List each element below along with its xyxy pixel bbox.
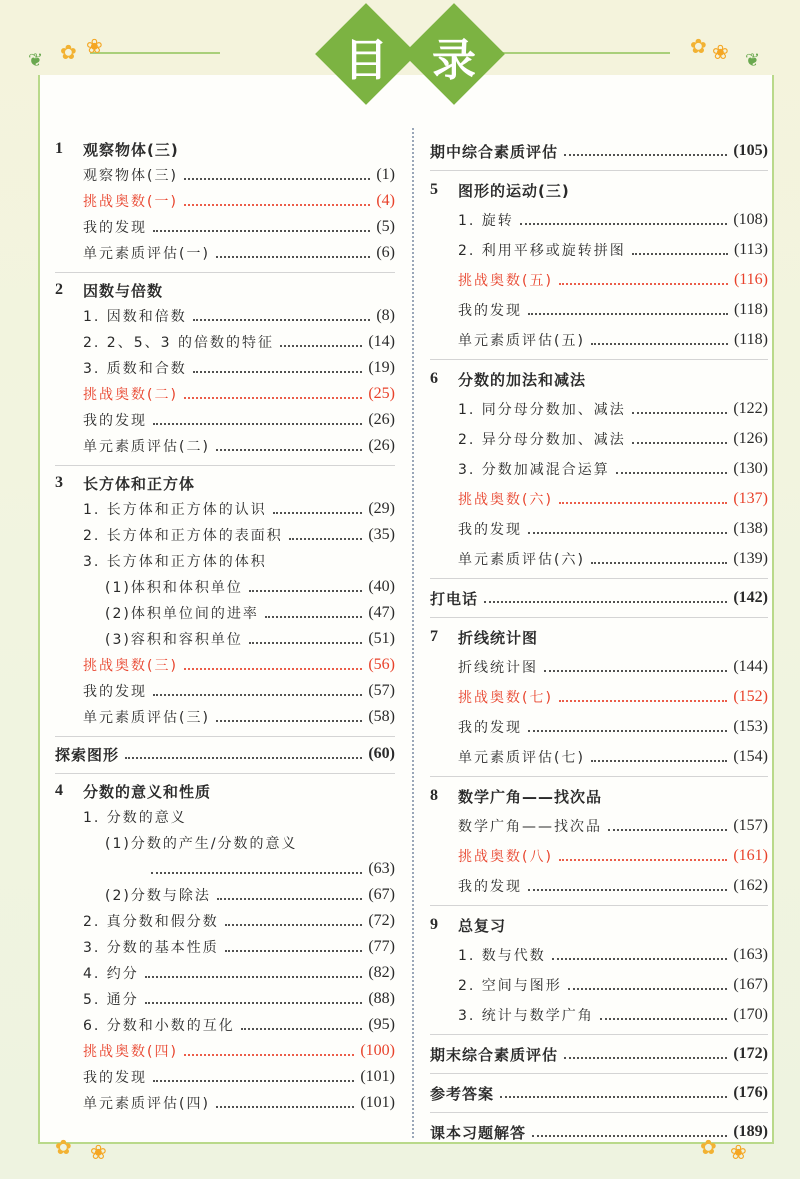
entry-label: 单元素质评估(一) xyxy=(83,246,210,262)
dot-leader xyxy=(591,752,727,762)
chapter-number: 8 xyxy=(430,787,439,804)
dot-leader xyxy=(616,464,728,474)
toc-entry[interactable] xyxy=(55,522,395,548)
toc-entry[interactable] xyxy=(55,1064,395,1090)
dot-leader xyxy=(193,363,363,373)
toc-section xyxy=(430,905,768,1034)
page-number: (105) xyxy=(733,142,768,159)
dot-leader xyxy=(184,1046,354,1056)
entry-label: 挑战奥数(六) xyxy=(458,492,553,508)
page-number: (172) xyxy=(733,1045,768,1062)
page-number: (113) xyxy=(733,241,768,258)
toc-section xyxy=(430,170,768,359)
entry-label: 3. 质数和合数 xyxy=(83,361,187,377)
page-number: (118) xyxy=(733,301,768,318)
dot-leader xyxy=(265,608,363,618)
chapter-number: 6 xyxy=(430,370,439,387)
entry-label: (2)分数与除法 xyxy=(105,888,211,904)
page-number: (152) xyxy=(733,688,768,705)
entry-label: 3. 长方体和正方体的体积 xyxy=(83,554,267,570)
entry-label: (1)分数的产生/分数的意义 xyxy=(105,836,298,852)
page-number: (100) xyxy=(360,1042,395,1059)
toc-entry[interactable] xyxy=(430,811,768,841)
toc-entry[interactable] xyxy=(430,295,768,325)
page-number: (101) xyxy=(360,1068,395,1085)
entry-label: 3. 分数加减混合运算 xyxy=(458,462,610,478)
page-number: (170) xyxy=(733,1006,768,1023)
flower-ornament-icon: ❀ xyxy=(90,1140,107,1164)
toc-chapter-heading[interactable] xyxy=(430,364,768,394)
page-number: (77) xyxy=(368,938,395,955)
toc-chapter-heading[interactable] xyxy=(55,136,395,162)
dot-leader xyxy=(216,441,362,451)
page-number: (122) xyxy=(733,400,768,417)
entry-label: 3. 统计与数学广角 xyxy=(458,1008,594,1024)
toc-chapter-heading[interactable] xyxy=(430,1117,768,1147)
dot-leader xyxy=(608,821,727,831)
dot-leader xyxy=(216,712,362,722)
toc-chapter-heading[interactable] xyxy=(55,778,395,804)
toc-entry[interactable] xyxy=(430,454,768,484)
page-number: (51) xyxy=(368,630,395,647)
entry-label: 6. 分数和小数的互化 xyxy=(83,1018,235,1034)
toc-entry[interactable] xyxy=(55,1012,395,1038)
toc-entry[interactable] xyxy=(430,1000,768,1030)
entry-label: 2. 2、5、3 的倍数的特征 xyxy=(83,335,274,351)
dot-leader xyxy=(216,248,370,258)
toc-entry[interactable] xyxy=(430,235,768,265)
page-number: (137) xyxy=(733,490,768,507)
toc-entry[interactable] xyxy=(55,496,395,522)
toc-section xyxy=(55,773,395,1122)
toc-entry-challenge[interactable] xyxy=(55,652,395,678)
toc-entry[interactable] xyxy=(430,514,768,544)
toc-entry[interactable] xyxy=(430,871,768,901)
dot-leader xyxy=(184,389,362,399)
toc-entry[interactable] xyxy=(55,908,395,934)
title-char: 目 xyxy=(344,35,388,86)
chapter-number: 2 xyxy=(55,281,64,298)
toc-chapter-heading[interactable] xyxy=(430,583,768,613)
page-number: (167) xyxy=(733,976,768,993)
flower-ornament-icon: ✿ xyxy=(55,1135,72,1159)
dot-leader xyxy=(184,170,370,180)
entry-label: 2. 空间与图形 xyxy=(458,978,562,994)
entry-label: 挑战奥数(八) xyxy=(458,849,553,865)
entry-label: 2. 利用平移或旋转拼图 xyxy=(458,243,626,259)
chapter-title: 观察物体(三) xyxy=(83,140,179,159)
dot-leader xyxy=(153,1072,354,1082)
toc-section xyxy=(430,578,768,617)
entry-label: 我的发现 xyxy=(83,220,147,236)
entry-label: (2)体积单位间的进率 xyxy=(105,606,259,622)
toc-entry[interactable] xyxy=(55,214,395,240)
chapter-title: 数学广角——找次品 xyxy=(458,787,603,806)
entry-label: 单元素质评估(六) xyxy=(458,552,585,568)
toc-chapter-heading[interactable] xyxy=(55,470,395,496)
toc-entry[interactable] xyxy=(430,652,768,682)
dot-leader xyxy=(528,722,727,732)
page-number: (35) xyxy=(368,526,395,543)
dot-leader xyxy=(273,504,363,514)
toc-entry-challenge[interactable] xyxy=(430,265,768,295)
toc-entry-challenge[interactable] xyxy=(55,381,395,407)
toc-section xyxy=(430,1112,768,1151)
dot-leader xyxy=(559,494,727,504)
dot-leader xyxy=(249,634,363,644)
toc-entry[interactable] xyxy=(430,205,768,235)
dot-leader xyxy=(151,864,362,874)
page-number: (63) xyxy=(368,860,395,877)
toc-chapter-heading[interactable] xyxy=(430,175,768,205)
entry-label: 挑战奥数(三) xyxy=(83,658,178,674)
toc-section xyxy=(430,617,768,776)
dot-leader xyxy=(520,215,728,225)
page-number: (189) xyxy=(733,1123,768,1140)
dot-leader xyxy=(532,1127,727,1137)
page-number: (82) xyxy=(368,964,395,981)
page-number: (1) xyxy=(376,166,395,183)
entry-label: 1. 数与代数 xyxy=(458,948,546,964)
page-number: (157) xyxy=(733,817,768,834)
toc-entry[interactable] xyxy=(55,355,395,381)
entry-label: 1. 分数的意义 xyxy=(83,810,187,826)
flower-ornament-icon: ❀ xyxy=(730,1140,747,1164)
page-number: (139) xyxy=(733,550,768,567)
dot-leader xyxy=(184,660,362,670)
page-number: (176) xyxy=(733,1084,768,1101)
dot-leader xyxy=(153,415,362,425)
page-number: (5) xyxy=(376,218,395,235)
dot-leader xyxy=(564,1049,727,1059)
flower-ornament-icon: ❀ xyxy=(86,34,103,58)
toc-entry[interactable] xyxy=(430,712,768,742)
page-number: (130) xyxy=(733,460,768,477)
entry-label: 单元素质评估(二) xyxy=(83,439,210,455)
page-number: (95) xyxy=(368,1016,395,1033)
toc-chapter-heading[interactable] xyxy=(55,741,395,767)
chapter-title: 课本习题解答 xyxy=(430,1123,527,1142)
toc-entry-challenge[interactable] xyxy=(55,1038,395,1064)
entry-label: 4. 约分 xyxy=(83,966,139,982)
toc-entry[interactable] xyxy=(430,742,768,772)
toc-entry-challenge[interactable] xyxy=(55,188,395,214)
entry-label: 我的发现 xyxy=(458,303,522,319)
page-number: (47) xyxy=(368,604,395,621)
chapter-title: 图形的运动(三) xyxy=(458,181,570,200)
entry-label: 观察物体(三) xyxy=(83,168,178,184)
toc-section xyxy=(430,1073,768,1112)
toc-right-column xyxy=(430,132,768,1151)
dot-leader xyxy=(225,916,363,926)
page-number: (4) xyxy=(376,192,395,209)
dot-leader xyxy=(564,146,727,156)
toc-entry[interactable] xyxy=(430,970,768,1000)
chapter-title: 打电话 xyxy=(430,589,479,608)
dot-leader xyxy=(184,196,370,206)
dot-leader xyxy=(559,851,727,861)
entry-label: 单元素质评估(四) xyxy=(83,1096,210,1112)
page-number: (72) xyxy=(368,912,395,929)
flower-ornament-icon: ✿ xyxy=(690,34,707,58)
dot-leader xyxy=(125,749,362,759)
page-number: (126) xyxy=(733,430,768,447)
toc-section xyxy=(55,132,395,272)
page-number: (26) xyxy=(368,437,395,454)
dot-leader xyxy=(145,994,363,1004)
page-number: (161) xyxy=(733,847,768,864)
dot-leader xyxy=(632,434,728,444)
toc-chapter-heading[interactable] xyxy=(430,781,768,811)
toc-chapter-heading[interactable] xyxy=(430,136,768,166)
dot-leader xyxy=(249,582,363,592)
toc-section xyxy=(430,776,768,905)
flower-ornament-icon: ✿ xyxy=(700,1135,717,1159)
toc-entry[interactable] xyxy=(430,940,768,970)
entry-label: (1)体积和体积单位 xyxy=(105,580,243,596)
toc-entry[interactable] xyxy=(55,433,395,459)
page-number: (40) xyxy=(368,578,395,595)
entry-label: 1. 长方体和正方体的认识 xyxy=(83,502,267,518)
column-divider xyxy=(412,128,414,1138)
entry-label: 我的发现 xyxy=(83,1070,147,1086)
dot-leader xyxy=(632,245,728,255)
entry-label: 1. 因数和倍数 xyxy=(83,309,187,325)
page-number: (154) xyxy=(733,748,768,765)
toc-entry-challenge[interactable] xyxy=(430,682,768,712)
entry-label: 单元素质评估(五) xyxy=(458,333,585,349)
dot-leader xyxy=(217,890,363,900)
entry-label: 挑战奥数(七) xyxy=(458,690,553,706)
toc-section xyxy=(55,736,395,773)
entry-label: 2. 真分数和假分数 xyxy=(83,914,219,930)
dot-leader xyxy=(528,305,728,315)
toc-section xyxy=(430,1034,768,1073)
toc-chapter-heading[interactable] xyxy=(430,1039,768,1069)
dot-leader xyxy=(552,950,728,960)
toc-chapter-heading[interactable] xyxy=(430,1078,768,1108)
vine-ornament-icon: ❦ xyxy=(745,50,761,71)
toc-chapter-heading[interactable] xyxy=(430,622,768,652)
entry-label: 数学广角——找次品 xyxy=(458,819,602,835)
entry-label: 挑战奥数(一) xyxy=(83,194,178,210)
page-number: (88) xyxy=(368,990,395,1007)
dot-leader xyxy=(145,968,363,978)
chapter-title: 参考答案 xyxy=(430,1084,495,1103)
page-number: (118) xyxy=(733,331,768,348)
entry-label: 我的发现 xyxy=(458,720,522,736)
chapter-title: 折线统计图 xyxy=(458,628,539,647)
toc-entry[interactable] xyxy=(55,704,395,730)
page-number: (138) xyxy=(733,520,768,537)
page-number: (153) xyxy=(733,718,768,735)
toc-entry[interactable] xyxy=(430,544,768,574)
page-number: (142) xyxy=(733,589,768,606)
chapter-number: 1 xyxy=(55,140,64,157)
toc-entry[interactable] xyxy=(55,600,395,626)
vine-ornament-icon: ❦ xyxy=(28,50,44,71)
chapter-number: 7 xyxy=(430,628,439,645)
toc-chapter-heading[interactable] xyxy=(430,910,768,940)
chapter-title: 期中综合素质评估 xyxy=(430,142,559,161)
entry-label: 挑战奥数(五) xyxy=(458,273,553,289)
dot-leader xyxy=(500,1088,727,1098)
page-number: (57) xyxy=(368,682,395,699)
chapter-title: 探索图形 xyxy=(55,745,120,764)
title-char: 录 xyxy=(432,35,476,86)
dot-leader xyxy=(600,1010,728,1020)
dot-leader xyxy=(216,1098,354,1108)
dot-leader xyxy=(568,980,728,990)
toc-entry[interactable] xyxy=(55,303,395,329)
toc-entry[interactable] xyxy=(55,329,395,355)
toc-entry[interactable] xyxy=(430,424,768,454)
toc-left-column xyxy=(55,132,395,1122)
page-number: (116) xyxy=(733,271,768,288)
toc-entry-continuation[interactable] xyxy=(55,856,395,882)
entry-label: 挑战奥数(四) xyxy=(83,1044,178,1060)
entry-label: 我的发现 xyxy=(458,522,522,538)
chapter-number: 3 xyxy=(55,474,64,491)
chapter-number: 9 xyxy=(430,916,439,933)
entry-label: 我的发现 xyxy=(458,879,522,895)
dot-leader xyxy=(289,530,363,540)
dot-leader xyxy=(559,275,728,285)
dot-leader xyxy=(153,686,362,696)
toc-entry-challenge[interactable] xyxy=(430,484,768,514)
page-number: (101) xyxy=(360,1094,395,1111)
entry-label: 折线统计图 xyxy=(458,660,538,676)
toc-entry[interactable] xyxy=(55,574,395,600)
page-number: (6) xyxy=(376,244,395,261)
entry-label: 2. 长方体和正方体的表面积 xyxy=(83,528,283,544)
entry-label: 挑战奥数(二) xyxy=(83,387,178,403)
dot-leader xyxy=(591,335,728,345)
toc-entry[interactable] xyxy=(55,407,395,433)
page-number: (8) xyxy=(376,307,395,324)
entry-label: 5. 通分 xyxy=(83,992,139,1008)
dot-leader xyxy=(559,692,727,702)
toc-entry[interactable] xyxy=(430,394,768,424)
flower-ornament-icon: ❀ xyxy=(712,40,729,64)
toc-section xyxy=(430,132,768,170)
page-number: (163) xyxy=(733,946,768,963)
toc-entry[interactable] xyxy=(55,934,395,960)
dot-leader xyxy=(591,554,727,564)
page-number: (144) xyxy=(733,658,768,675)
chapter-title: 分数的加法和减法 xyxy=(458,370,587,389)
toc-entry[interactable] xyxy=(55,240,395,266)
entry-label: 1. 同分母分数加、减法 xyxy=(458,402,626,418)
chapter-title: 分数的意义和性质 xyxy=(83,782,212,801)
page-number: (19) xyxy=(368,359,395,376)
toc-entry[interactable] xyxy=(55,678,395,704)
toc-section xyxy=(430,359,768,578)
chapter-number: 5 xyxy=(430,181,439,198)
toc-section xyxy=(55,465,395,736)
toc-entry[interactable] xyxy=(55,986,395,1012)
chapter-title: 长方体和正方体 xyxy=(83,474,196,493)
page-number: (67) xyxy=(368,886,395,903)
page-number: (29) xyxy=(368,500,395,517)
flower-ornament-icon: ✿ xyxy=(60,40,77,64)
dot-leader xyxy=(484,593,727,603)
dot-leader xyxy=(544,662,727,672)
page-number: (26) xyxy=(368,411,395,428)
page-number: (60) xyxy=(368,745,395,762)
toc-entry[interactable] xyxy=(55,960,395,986)
entry-label: 单元素质评估(三) xyxy=(83,710,210,726)
chapter-title: 因数与倍数 xyxy=(83,281,164,300)
dot-leader xyxy=(241,1020,363,1030)
dot-leader xyxy=(225,942,363,952)
page-number: (25) xyxy=(368,385,395,402)
dot-leader xyxy=(153,222,370,232)
toc-entry-challenge[interactable] xyxy=(430,841,768,871)
toc-entry[interactable] xyxy=(55,162,395,188)
page-number: (56) xyxy=(368,656,395,673)
header-rule-left xyxy=(90,52,220,54)
chapter-title: 期末综合素质评估 xyxy=(430,1045,559,1064)
dot-leader xyxy=(632,404,728,414)
page-number: (162) xyxy=(733,877,768,894)
toc-entry[interactable] xyxy=(55,830,395,856)
toc-entry[interactable] xyxy=(55,626,395,652)
dot-leader xyxy=(528,881,727,891)
entry-label: 单元素质评估(七) xyxy=(458,750,585,766)
entry-label: (3)容积和容积单位 xyxy=(105,632,243,648)
entry-label: 2. 异分母分数加、减法 xyxy=(458,432,626,448)
toc-entry[interactable] xyxy=(430,325,768,355)
entry-label: 我的发现 xyxy=(83,413,147,429)
toc-chapter-heading[interactable] xyxy=(55,277,395,303)
dot-leader xyxy=(193,311,371,321)
chapter-number: 4 xyxy=(55,782,64,799)
entry-label: 1. 旋转 xyxy=(458,213,514,229)
dot-leader xyxy=(528,524,727,534)
toc-entry[interactable] xyxy=(55,882,395,908)
entry-label: 我的发现 xyxy=(83,684,147,700)
page-number: (108) xyxy=(733,211,768,228)
toc-entry[interactable] xyxy=(55,804,395,830)
dot-leader xyxy=(280,337,362,347)
toc-section xyxy=(55,272,395,465)
page-number: (58) xyxy=(368,708,395,725)
entry-label: 3. 分数的基本性质 xyxy=(83,940,219,956)
toc-entry[interactable] xyxy=(55,1090,395,1116)
toc-entry[interactable] xyxy=(55,548,395,574)
chapter-title: 总复习 xyxy=(458,916,507,935)
page-number: (14) xyxy=(368,333,395,350)
